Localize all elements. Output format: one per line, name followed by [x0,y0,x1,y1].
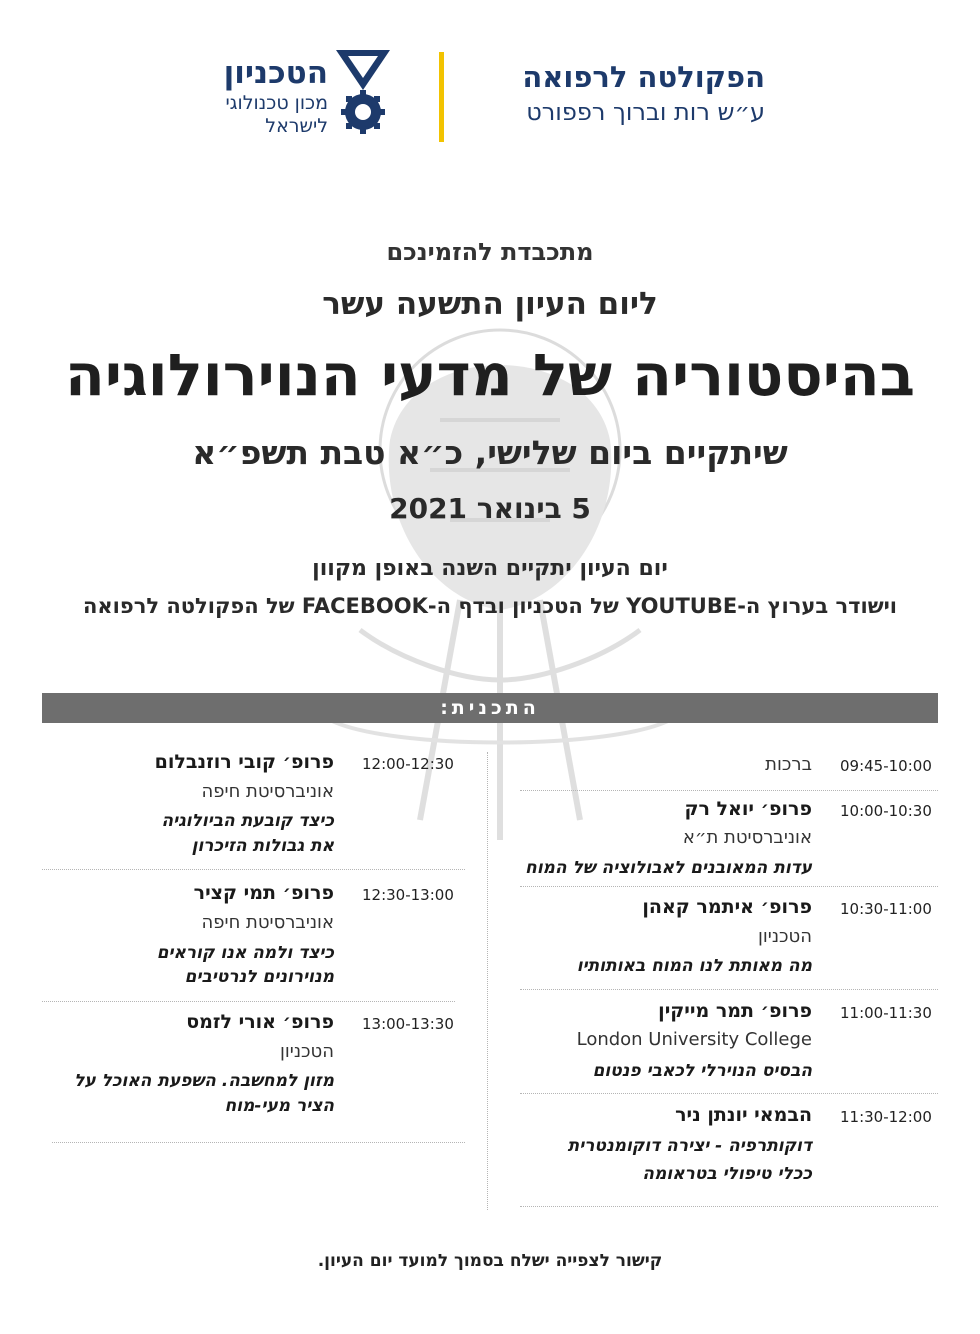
speaker-affiliation: הטכניון [758,926,812,947]
session-time: 11:30-12:00 [840,1108,932,1126]
speaker-affiliation: אוניברסיטת ת״א [682,827,812,848]
talk-topic: מה מאותת לנו המוח באותותיו [576,956,812,976]
talk-topic: ככלי טיפולי בטראומה [642,1164,812,1184]
faculty-logo [480,58,765,128]
session-time: 10:00-10:30 [840,802,932,820]
speaker-name: פרופ׳ אורי לזמס [186,1011,334,1033]
talk-topic: כיצד קובעת הביולוגיה [161,811,334,831]
technion-subtitle-2: לישראל [265,115,328,137]
row-separator [520,1093,938,1094]
speaker-affiliation: אוניברסיטת חיפה [201,912,334,933]
row-separator [520,790,938,791]
row-separator [52,1142,465,1143]
technion-logo [200,54,328,138]
faculty-name: הפקולטה לרפואה [522,60,765,94]
hebrew-date: שיתקיים ביום שלישי, כ״א טבת תשפ״א [192,433,788,472]
speaker-name: פרופ׳ תמי קציר [193,882,334,904]
row-separator [520,989,938,990]
talk-topic: כיצד ולמה אנו קוראים [156,943,334,963]
speaker-name: פרופ׳ תמר מייקין [658,1000,812,1022]
talk-topic: את גבולות הזיכרון [191,836,334,856]
viewing-link-note: קישור לצפייה ישלח בסמוך למועד יום העיון. [317,1251,663,1271]
speaker-name: פרופ׳ יואל רק [684,798,812,820]
program-title: התכנית: [440,697,540,719]
session-time: 12:00-12:30 [362,755,454,773]
event-number-title: ליום העיון התשעה עשר [322,286,658,322]
online-note: יום העיון יתקיים השנה באופן מקוון [312,556,668,581]
gregorian-date: 5 בינואר 2021 [389,492,591,525]
talk-topic: דוקותרפיה - יצירה דוקומנטרית [567,1136,812,1156]
talk-topic: הבסיס הנוירלי לכאבי פנטום [592,1061,812,1081]
session-time: 11:00-11:30 [840,1004,932,1022]
session-time: 13:00-13:30 [362,1015,454,1033]
session-time: 09:45-10:00 [840,757,932,775]
session-time: 12:30-13:00 [362,886,454,904]
speaker-affiliation: אוניברסיטת חיפה [201,781,334,802]
row-separator [42,869,465,870]
speaker-name: הבמאי יונתן ניר [675,1104,812,1126]
technion-name: הטכניון [223,55,328,91]
column-divider [487,752,488,1210]
speaker-name: פרופ׳ קובי רוזנבלום [154,751,334,773]
logo-divider [439,52,444,142]
talk-topic: מנוירונים לנרטיבים [184,967,334,987]
session-time: 10:30-11:00 [840,900,932,918]
session-title: ברכות [765,754,812,775]
faculty-dedication: ע״ש רות וברוך רפפורט [526,98,765,126]
speaker-affiliation: London University College [576,1029,812,1050]
row-separator [520,1206,938,1207]
talk-topic: הציר מעי-מוח [224,1096,334,1116]
event-main-title: בהיסטוריה של מדעי הנוירולוגיה [64,341,916,409]
talk-topic: מזון למחשבה. השפעת האוכל על [74,1071,334,1091]
invite-line: מתכבדת להזמינכם [386,238,594,266]
row-separator [520,886,938,887]
program-header-bar [42,693,938,723]
technion-subtitle-1: מכון טכנולוגי [225,92,328,114]
stream-note: וישודר בערוץ ה-YOUTUBE של הטכניון ובדף ה-FACEBOOK של הפקולטה לרפואה [82,594,898,618]
technion-emblem-icon [334,46,392,136]
speaker-affiliation: הטכניון [280,1041,334,1062]
talk-topic: עדות המאובנים לאבולוציה של המוח [525,858,812,878]
row-separator [42,1001,455,1002]
speaker-name: פרופ׳ איתמר קאהן [642,896,812,918]
